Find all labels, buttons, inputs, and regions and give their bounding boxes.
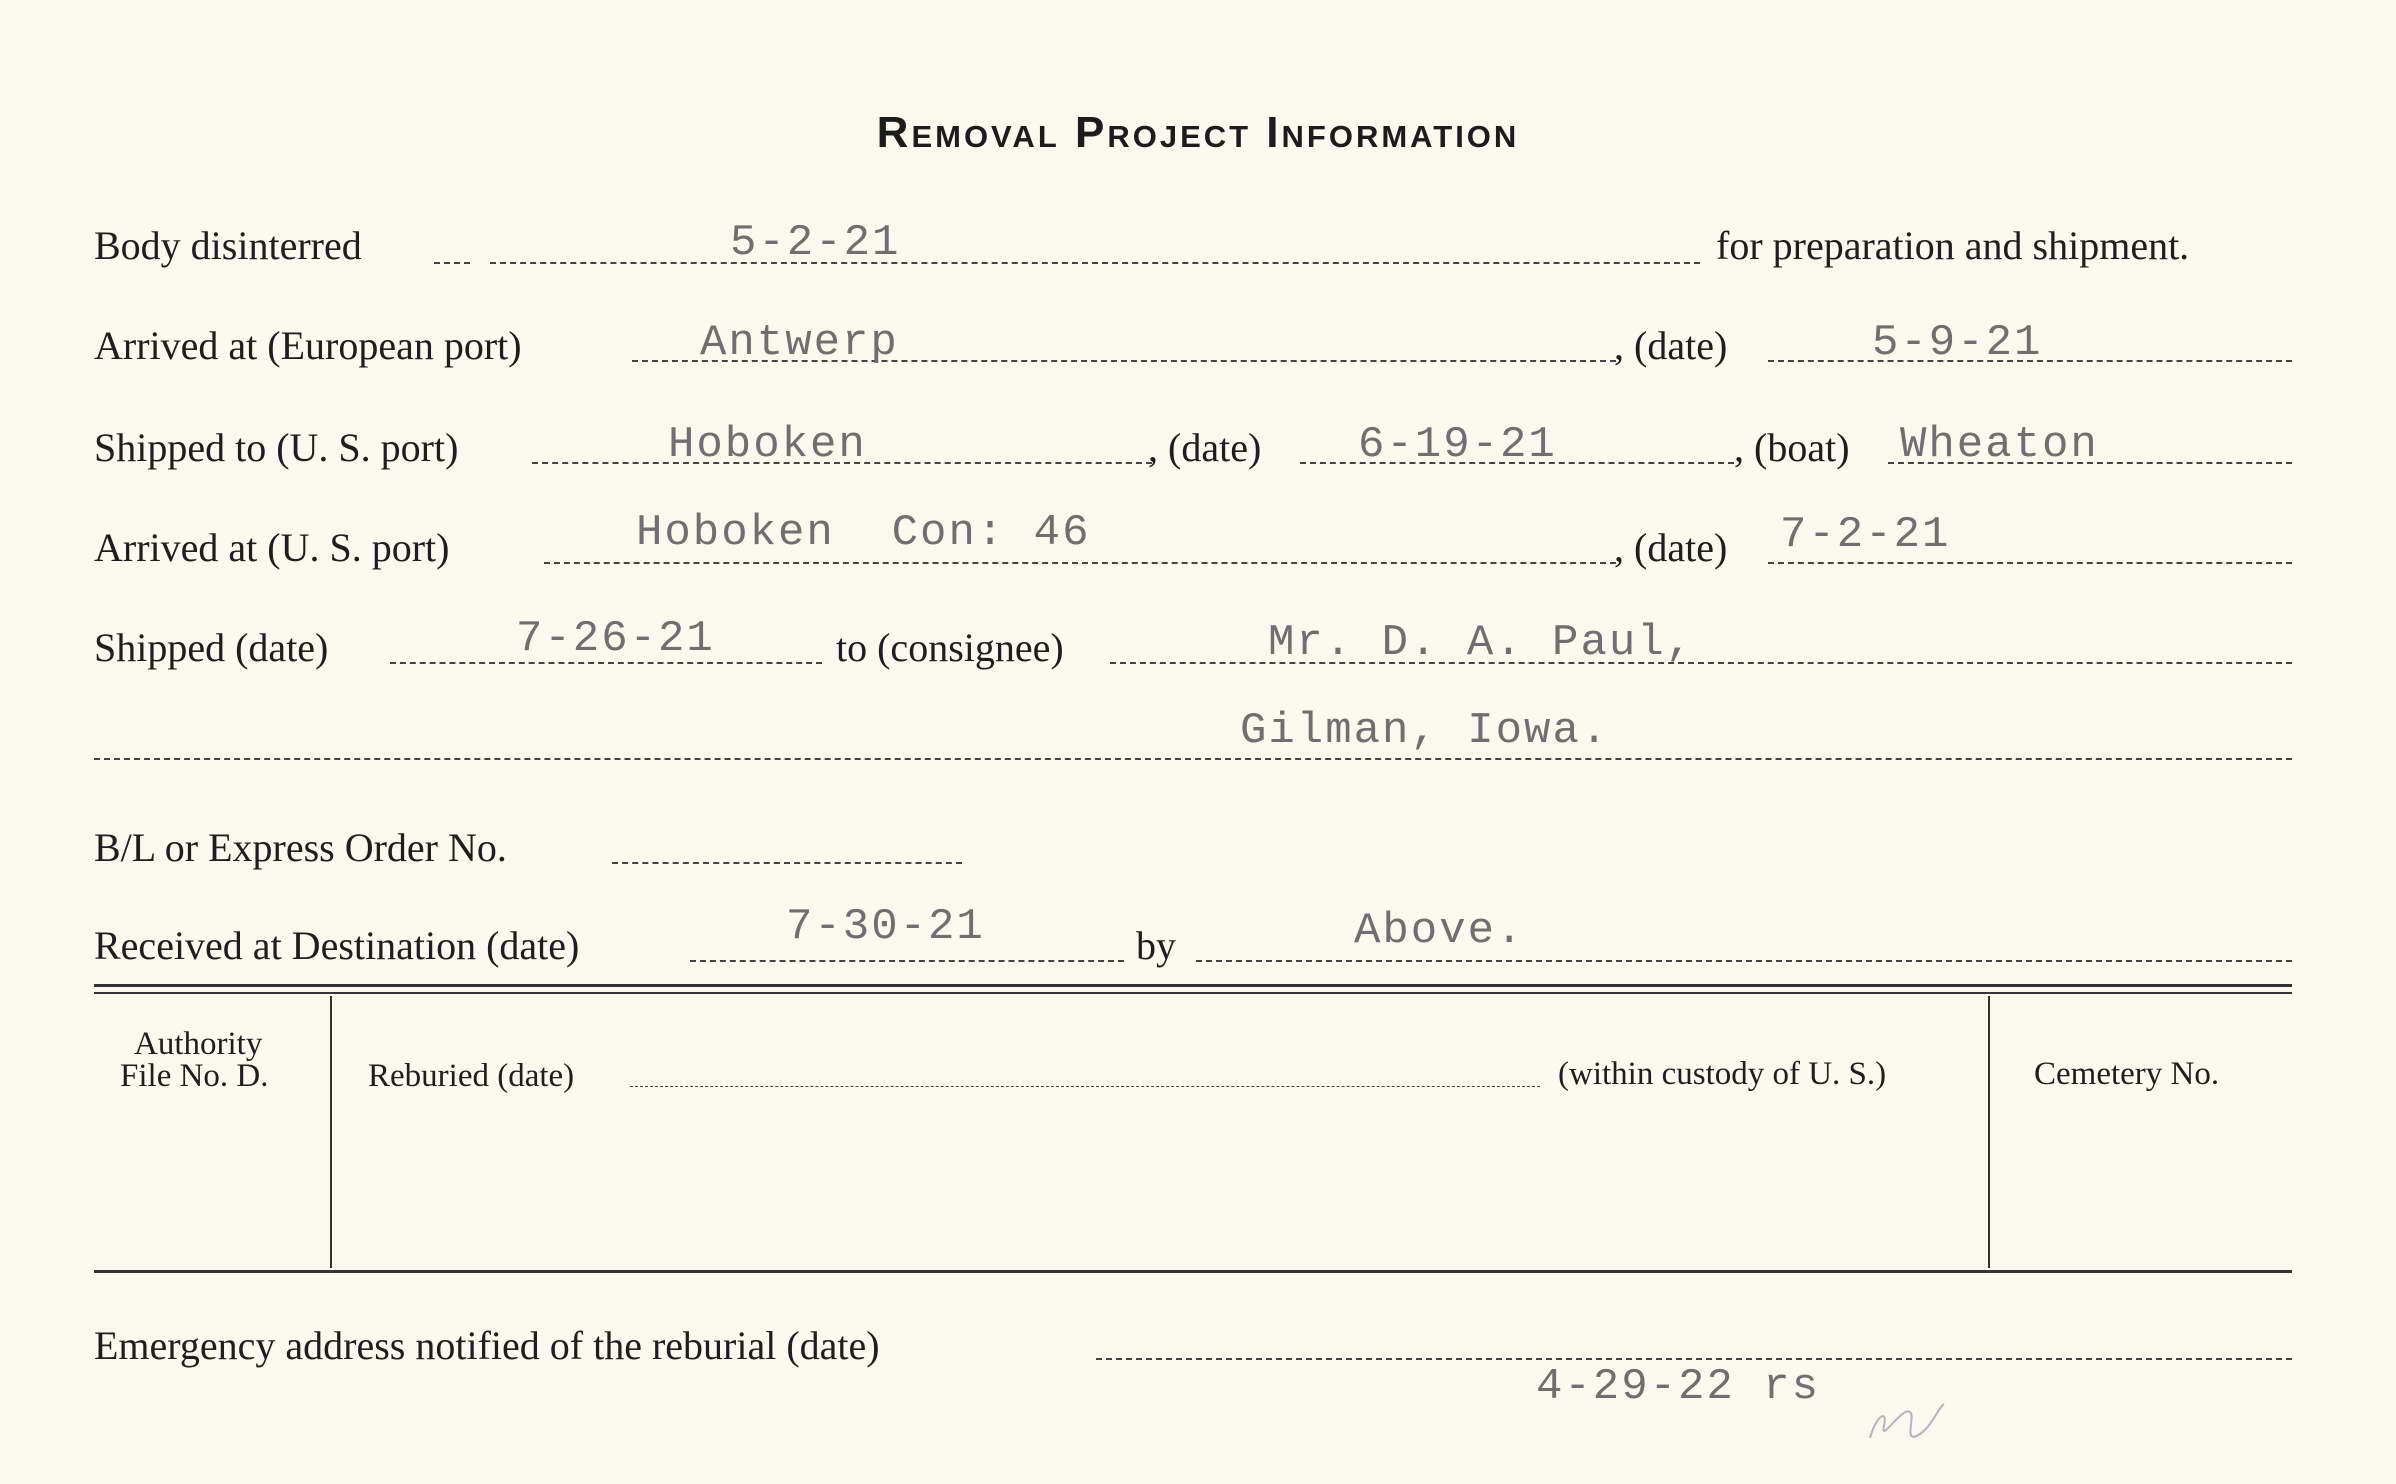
authority-label: Authority	[134, 1026, 263, 1062]
reburied-label: Reburied (date)	[368, 1058, 575, 1094]
received-destination-label: Received at Destination (date)	[94, 923, 580, 968]
preparation-shipment-label: for preparation and shipment.	[1716, 223, 2190, 268]
shipped-us-port-date-value: 6-19-21	[1358, 420, 1557, 470]
european-port-value: Antwerp	[700, 318, 899, 368]
table-divider-left	[330, 996, 332, 1268]
arrived-us-port-date-label: , (date)	[1614, 525, 1728, 570]
shipped-date-value: 7-26-21	[516, 614, 715, 664]
body-disinterred-value: 5-2-21	[730, 218, 901, 268]
arrived-us-port-date-line	[1768, 562, 2292, 564]
table-top-rule	[94, 984, 2292, 987]
body-disinterred-line	[434, 262, 470, 264]
arrived-us-port-label: Arrived at (U. S. port)	[94, 525, 450, 570]
emergency-line	[1096, 1358, 2292, 1360]
arrived-us-port-line	[544, 562, 1616, 564]
table-top-rule-2	[94, 992, 2292, 994]
table-bottom-rule	[94, 1270, 2292, 1273]
custody-label: (within custody of U. S.)	[1558, 1056, 1887, 1092]
arrived-european-port-label: Arrived at (European port)	[94, 323, 522, 368]
shipped-us-port-value: Hoboken	[668, 420, 867, 470]
file-no-label: File No. D.	[120, 1058, 269, 1094]
table-divider-right	[1988, 996, 1990, 1268]
consignee-address-value: Gilman, Iowa.	[1240, 706, 1610, 756]
boat-label: , (boat)	[1734, 425, 1850, 470]
emergency-label: Emergency address notified of the reburial (date)	[94, 1323, 880, 1368]
european-port-date-value: 5-9-21	[1872, 318, 2043, 368]
pencil-initials-mark	[1862, 1386, 1952, 1456]
consignee-address-line	[94, 758, 2292, 760]
shipped-us-port-date-label: , (date)	[1148, 425, 1262, 470]
consignee-name-value: Mr. D. A. Paul,	[1268, 618, 1695, 668]
received-destination-line	[690, 960, 1124, 962]
emergency-date-value: 4-29-22 rs	[1536, 1362, 1821, 1412]
boat-value: Wheaton	[1900, 420, 2099, 470]
arrived-us-port-date-value: 7-2-21	[1780, 510, 1951, 560]
consignee-label: to (consignee)	[836, 625, 1064, 670]
body-disinterred-label: Body disinterred	[94, 223, 362, 268]
received-by-value: Above.	[1354, 906, 1525, 956]
received-by-label: by	[1136, 923, 1176, 968]
reburied-line	[630, 1086, 1540, 1087]
bl-order-label: B/L or Express Order No.	[94, 825, 507, 870]
european-port-date-label: , (date)	[1614, 323, 1728, 368]
arrived-us-port-value: Hoboken Con: 46	[636, 508, 1091, 558]
shipped-date-label: Shipped (date)	[94, 625, 329, 670]
received-by-line	[1196, 960, 2292, 962]
bl-order-line	[612, 862, 962, 864]
card-title: Removal Project Information	[876, 108, 1520, 157]
received-destination-value: 7-30-21	[786, 902, 985, 952]
body-disinterred-line-2	[490, 262, 1700, 264]
cemetery-no-label: Cemetery No.	[2034, 1056, 2220, 1092]
shipped-us-port-label: Shipped to (U. S. port)	[94, 425, 459, 470]
